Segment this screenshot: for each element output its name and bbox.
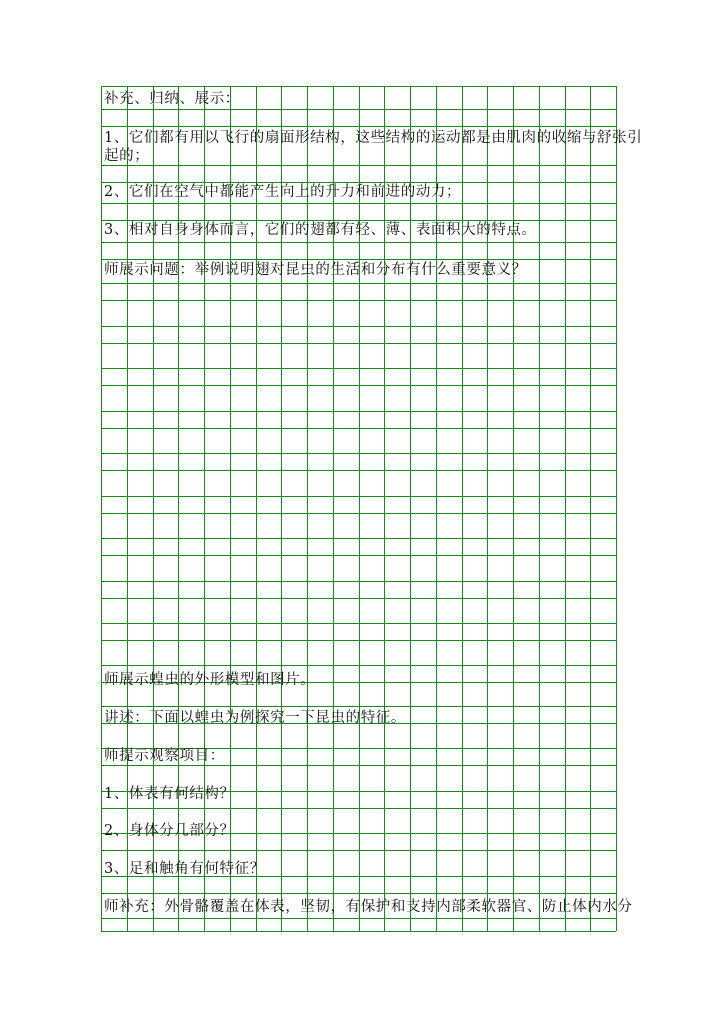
text-line-summary-heading: 补充、归纳、展示：	[104, 91, 240, 107]
text-line-point-1: 1、它们都有用以飞行的扇面形结构，这些结构的运动都是由肌肉的收缩与舒张引	[104, 130, 643, 146]
text-line-item-2: 2、身体分几部分？	[104, 823, 235, 839]
text-line-supplement: 师补充：外骨骼覆盖在体表，坚韧，有保护和支持内部柔软器官、防止体内水分	[104, 899, 633, 915]
text-line-observe-items: 师提示观察项目：	[104, 748, 225, 764]
text-line-show-model: 师展示蝗虫的外形模型和图片。	[104, 672, 316, 688]
text-line-explain: 讲述：下面以蝗虫为例探究一下昆虫的特征。	[104, 710, 406, 726]
text-line-point-2: 2、它们在空气中都能产生向上的升力和前进的动力；	[104, 184, 462, 200]
text-line-point-1-cont: 起的；	[104, 148, 150, 164]
text-line-point-3: 3、相对自身身体而言，它们的翅都有轻、薄、表面积大的特点。	[104, 222, 537, 238]
text-line-question: 师展示问题：举例说明翅对昆虫的生活和分布有什么重要意义？	[104, 262, 527, 278]
text-line-item-3: 3、足和触角有何特征？	[104, 861, 265, 877]
text-line-item-1: 1、体表有何结构？	[104, 786, 235, 802]
